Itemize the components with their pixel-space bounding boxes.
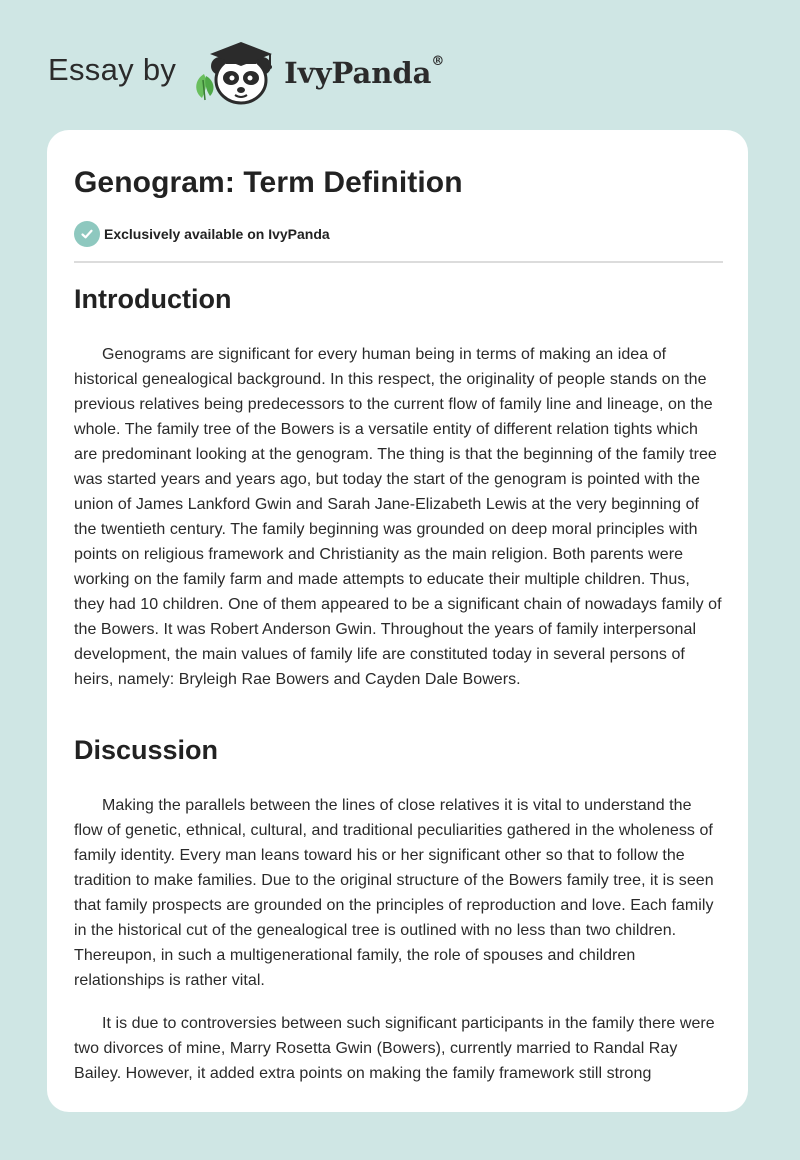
essay-card <box>47 130 748 1112</box>
exclusive-badge <box>74 221 330 247</box>
section-heading: Discussion <box>74 735 219 765</box>
paragraph: Genograms are significant for every human being in terms of making an idea of historical genealogical background. In this respect, the originality of people stands on the previous relatives being predecessors to the current flow of family line and lineage, on the whole. The family tree of the Bowers is a versatile entity of different relation tights which are predominant looking at the genogram. The thing is that the beginning of the family tree was started years and years ago, but today the start of the genogram is pointed with the union of James Lankford Gwin and Sarah Jane-Elizabeth Lewis at the very beginning of the twentieth century. The family beginning was grounded on deep moral principles with points on religious framework and Christianity as the main religion. Both parents were working on the family farm and made attempts to educate their multiple children. Thus, they had 10 children. One of them appeared to be a significant chain of nowadays family of the Bowers. It was Robert Anderson Gwin. Throughout the years of family interpersonal development, the main values of family life are constituted today in several persons of heirs, namely: Bryleigh Rae Bowers and Cayden Dale Bowers. <box>74 346 722 688</box>
title-divider <box>74 261 723 263</box>
brand-prefix: Essay by <box>48 52 177 87</box>
exclusive-badge-text: Exclusively available on IvyPanda <box>104 226 330 242</box>
brand-name: IvyPanda® <box>284 54 445 90</box>
check-circle-icon <box>74 221 100 247</box>
paragraph: It is due to controversies between such significant participants in the family there were two divorces of mine, Marry Rosetta Gwin (Bowers), currently married to Randal Ray Bailey. However, it added extra points on making the family framework still strong <box>74 1015 715 1082</box>
paragraph: Making the parallels between the lines of close relatives it is vital to understand the flow of genetic, ethnical, cultural, and traditional peculiarities gathered in the wholeness of family identity. Every man leans toward his or her significant other so that to follow the tradition to make families. Due to the original structure of the Bowers family tree, it is seen that family prospects are grounded on the principles of reproduction and love. Each family in the historical cut of the genealogical tree is outlined with no less than two children. Thereupon, in such a multigenerational family, the role of spouses and children relationships is rather vital. <box>74 797 714 989</box>
panda-logo-icon <box>190 36 282 106</box>
section-heading: Introduction <box>74 284 232 314</box>
brand-header[interactable] <box>48 36 444 106</box>
page-title: Genogram: Term Definition <box>74 166 463 199</box>
section-discussion <box>74 735 723 1086</box>
section-introduction <box>74 284 723 692</box>
